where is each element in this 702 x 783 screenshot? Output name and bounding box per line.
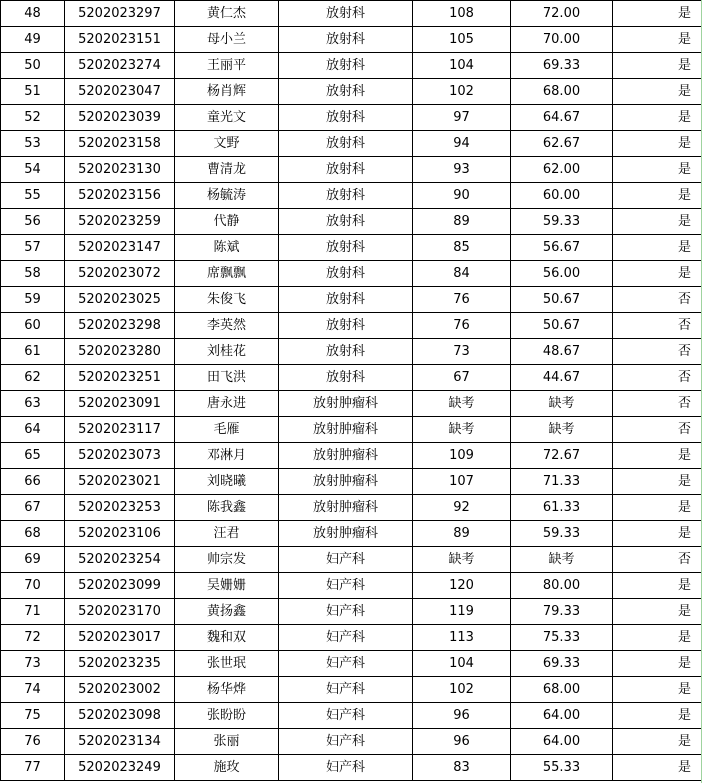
cell-department: 妇产科 bbox=[279, 599, 413, 625]
cell-written-score: 缺考 bbox=[413, 547, 511, 573]
cell-seq-no: 73 bbox=[1, 651, 65, 677]
cell-written-score: 102 bbox=[413, 677, 511, 703]
cell-converted-score: 70.00 bbox=[511, 27, 613, 53]
cell-exam-id: 5202023106 bbox=[65, 521, 175, 547]
cell-seq-no: 50 bbox=[1, 53, 65, 79]
cell-converted-score: 68.00 bbox=[511, 677, 613, 703]
cell-qualified: 否 bbox=[613, 313, 702, 339]
cell-converted-score: 69.33 bbox=[511, 53, 613, 79]
cell-name: 陈我鑫 bbox=[175, 495, 279, 521]
cell-written-score: 102 bbox=[413, 79, 511, 105]
cell-converted-score: 56.67 bbox=[511, 235, 613, 261]
cell-name: 邓淋月 bbox=[175, 443, 279, 469]
cell-seq-no: 66 bbox=[1, 469, 65, 495]
cell-exam-id: 5202023147 bbox=[65, 235, 175, 261]
cell-name: 母小兰 bbox=[175, 27, 279, 53]
cell-exam-id: 5202023130 bbox=[65, 157, 175, 183]
cell-converted-score: 55.33 bbox=[511, 755, 613, 781]
cell-department: 放射科 bbox=[279, 53, 413, 79]
table-row bbox=[1, 677, 702, 703]
cell-written-score: 105 bbox=[413, 27, 511, 53]
cell-exam-id: 5202023280 bbox=[65, 339, 175, 365]
cell-qualified: 是 bbox=[613, 599, 702, 625]
cell-converted-score: 缺考 bbox=[511, 547, 613, 573]
cell-seq-no: 57 bbox=[1, 235, 65, 261]
cell-converted-score: 60.00 bbox=[511, 183, 613, 209]
cell-seq-no: 58 bbox=[1, 261, 65, 287]
cell-exam-id: 5202023297 bbox=[65, 1, 175, 27]
cell-converted-score: 69.33 bbox=[511, 651, 613, 677]
table-row bbox=[1, 209, 702, 235]
cell-exam-id: 5202023274 bbox=[65, 53, 175, 79]
cell-seq-no: 68 bbox=[1, 521, 65, 547]
cell-name: 席飘飘 bbox=[175, 261, 279, 287]
cell-name: 张丽 bbox=[175, 729, 279, 755]
cell-seq-no: 67 bbox=[1, 495, 65, 521]
cell-department: 放射科 bbox=[279, 183, 413, 209]
cell-name: 毛雁 bbox=[175, 417, 279, 443]
table-row bbox=[1, 287, 702, 313]
cell-written-score: 缺考 bbox=[413, 391, 511, 417]
table-row bbox=[1, 651, 702, 677]
cell-qualified: 否 bbox=[613, 339, 702, 365]
cell-written-score: 83 bbox=[413, 755, 511, 781]
cell-seq-no: 59 bbox=[1, 287, 65, 313]
cell-converted-score: 48.67 bbox=[511, 339, 613, 365]
cell-converted-score: 缺考 bbox=[511, 417, 613, 443]
cell-qualified: 是 bbox=[613, 1, 702, 27]
cell-seq-no: 53 bbox=[1, 131, 65, 157]
cell-converted-score: 72.67 bbox=[511, 443, 613, 469]
table-row bbox=[1, 391, 702, 417]
cell-qualified: 是 bbox=[613, 677, 702, 703]
cell-written-score: 92 bbox=[413, 495, 511, 521]
cell-name: 唐永进 bbox=[175, 391, 279, 417]
cell-department: 放射肿瘤科 bbox=[279, 391, 413, 417]
cell-qualified: 否 bbox=[613, 365, 702, 391]
cell-qualified: 是 bbox=[613, 209, 702, 235]
cell-exam-id: 5202023254 bbox=[65, 547, 175, 573]
cell-department: 放射科 bbox=[279, 105, 413, 131]
cell-name: 杨华烨 bbox=[175, 677, 279, 703]
cell-name: 汪君 bbox=[175, 521, 279, 547]
table-row bbox=[1, 105, 702, 131]
cell-converted-score: 44.67 bbox=[511, 365, 613, 391]
cell-department: 妇产科 bbox=[279, 625, 413, 651]
cell-seq-no: 70 bbox=[1, 573, 65, 599]
cell-written-score: 94 bbox=[413, 131, 511, 157]
table-row bbox=[1, 157, 702, 183]
cell-name: 张世珉 bbox=[175, 651, 279, 677]
cell-exam-id: 5202023025 bbox=[65, 287, 175, 313]
cell-department: 放射肿瘤科 bbox=[279, 469, 413, 495]
cell-department: 放射科 bbox=[279, 261, 413, 287]
cell-written-score: 104 bbox=[413, 53, 511, 79]
cell-exam-id: 5202023251 bbox=[65, 365, 175, 391]
cell-department: 妇产科 bbox=[279, 573, 413, 599]
cell-exam-id: 5202023156 bbox=[65, 183, 175, 209]
cell-written-score: 67 bbox=[413, 365, 511, 391]
cell-qualified: 是 bbox=[613, 157, 702, 183]
cell-department: 妇产科 bbox=[279, 677, 413, 703]
cell-seq-no: 72 bbox=[1, 625, 65, 651]
cell-exam-id: 5202023151 bbox=[65, 27, 175, 53]
table-row bbox=[1, 27, 702, 53]
cell-written-score: 76 bbox=[413, 313, 511, 339]
table-row bbox=[1, 131, 702, 157]
cell-qualified: 否 bbox=[613, 547, 702, 573]
cell-seq-no: 55 bbox=[1, 183, 65, 209]
cell-written-score: 120 bbox=[413, 573, 511, 599]
cell-seq-no: 56 bbox=[1, 209, 65, 235]
cell-qualified: 是 bbox=[613, 105, 702, 131]
cell-seq-no: 71 bbox=[1, 599, 65, 625]
cell-converted-score: 64.67 bbox=[511, 105, 613, 131]
cell-department: 放射科 bbox=[279, 209, 413, 235]
cell-department: 妇产科 bbox=[279, 651, 413, 677]
cell-qualified: 是 bbox=[613, 625, 702, 651]
cell-written-score: 89 bbox=[413, 209, 511, 235]
cell-exam-id: 5202023017 bbox=[65, 625, 175, 651]
cell-name: 黄扬鑫 bbox=[175, 599, 279, 625]
cell-name: 施玫 bbox=[175, 755, 279, 781]
cell-exam-id: 5202023253 bbox=[65, 495, 175, 521]
cell-qualified: 是 bbox=[613, 469, 702, 495]
cell-exam-id: 5202023235 bbox=[65, 651, 175, 677]
cell-department: 放射科 bbox=[279, 235, 413, 261]
table-row bbox=[1, 53, 702, 79]
cell-exam-id: 5202023047 bbox=[65, 79, 175, 105]
cell-department: 妇产科 bbox=[279, 547, 413, 573]
cell-name: 魏和双 bbox=[175, 625, 279, 651]
cell-seq-no: 60 bbox=[1, 313, 65, 339]
cell-department: 放射科 bbox=[279, 131, 413, 157]
cell-name: 李英然 bbox=[175, 313, 279, 339]
cell-converted-score: 50.67 bbox=[511, 313, 613, 339]
table-row bbox=[1, 261, 702, 287]
cell-department: 放射肿瘤科 bbox=[279, 495, 413, 521]
cell-written-score: 108 bbox=[413, 1, 511, 27]
cell-qualified: 是 bbox=[613, 703, 702, 729]
table-row bbox=[1, 417, 702, 443]
cell-name: 王丽平 bbox=[175, 53, 279, 79]
cell-converted-score: 75.33 bbox=[511, 625, 613, 651]
table-row bbox=[1, 755, 702, 781]
cell-name: 杨毓涛 bbox=[175, 183, 279, 209]
cell-department: 放射科 bbox=[279, 157, 413, 183]
cell-exam-id: 5202023117 bbox=[65, 417, 175, 443]
cell-name: 刘桂花 bbox=[175, 339, 279, 365]
cell-qualified: 是 bbox=[613, 53, 702, 79]
cell-qualified: 是 bbox=[613, 729, 702, 755]
cell-exam-id: 5202023073 bbox=[65, 443, 175, 469]
table-row bbox=[1, 183, 702, 209]
cell-exam-id: 5202023091 bbox=[65, 391, 175, 417]
table-row bbox=[1, 703, 702, 729]
table-row bbox=[1, 573, 702, 599]
cell-converted-score: 61.33 bbox=[511, 495, 613, 521]
cell-written-score: 89 bbox=[413, 521, 511, 547]
cell-name: 田飞洪 bbox=[175, 365, 279, 391]
cell-department: 放射科 bbox=[279, 1, 413, 27]
cell-converted-score: 64.00 bbox=[511, 729, 613, 755]
cell-department: 放射科 bbox=[279, 313, 413, 339]
cell-written-score: 97 bbox=[413, 105, 511, 131]
cell-exam-id: 5202023098 bbox=[65, 703, 175, 729]
cell-qualified: 是 bbox=[613, 131, 702, 157]
cell-written-score: 84 bbox=[413, 261, 511, 287]
table-row bbox=[1, 729, 702, 755]
cell-department: 放射肿瘤科 bbox=[279, 417, 413, 443]
table-row bbox=[1, 339, 702, 365]
cell-department: 放射科 bbox=[279, 79, 413, 105]
cell-qualified: 是 bbox=[613, 79, 702, 105]
cell-seq-no: 63 bbox=[1, 391, 65, 417]
cell-department: 妇产科 bbox=[279, 729, 413, 755]
table-row bbox=[1, 1, 702, 27]
cell-converted-score: 62.67 bbox=[511, 131, 613, 157]
cell-seq-no: 69 bbox=[1, 547, 65, 573]
cell-name: 杨肖辉 bbox=[175, 79, 279, 105]
cell-converted-score: 59.33 bbox=[511, 209, 613, 235]
cell-qualified: 是 bbox=[613, 235, 702, 261]
table-row bbox=[1, 443, 702, 469]
cell-qualified: 否 bbox=[613, 287, 702, 313]
cell-department: 放射科 bbox=[279, 27, 413, 53]
cell-department: 放射肿瘤科 bbox=[279, 443, 413, 469]
cell-converted-score: 56.00 bbox=[511, 261, 613, 287]
cell-converted-score: 72.00 bbox=[511, 1, 613, 27]
cell-qualified: 是 bbox=[613, 27, 702, 53]
cell-converted-score: 80.00 bbox=[511, 573, 613, 599]
cell-qualified: 是 bbox=[613, 261, 702, 287]
cell-written-score: 104 bbox=[413, 651, 511, 677]
cell-seq-no: 77 bbox=[1, 755, 65, 781]
cell-written-score: 119 bbox=[413, 599, 511, 625]
cell-department: 妇产科 bbox=[279, 703, 413, 729]
cell-seq-no: 61 bbox=[1, 339, 65, 365]
cell-name: 张盼盼 bbox=[175, 703, 279, 729]
cell-name: 朱俊飞 bbox=[175, 287, 279, 313]
cell-converted-score: 64.00 bbox=[511, 703, 613, 729]
cell-seq-no: 62 bbox=[1, 365, 65, 391]
cell-department: 放射肿瘤科 bbox=[279, 521, 413, 547]
cell-converted-score: 59.33 bbox=[511, 521, 613, 547]
cell-written-score: 96 bbox=[413, 729, 511, 755]
cell-converted-score: 50.67 bbox=[511, 287, 613, 313]
cell-name: 帅宗发 bbox=[175, 547, 279, 573]
cell-converted-score: 62.00 bbox=[511, 157, 613, 183]
cell-written-score: 缺考 bbox=[413, 417, 511, 443]
cell-name: 曹清龙 bbox=[175, 157, 279, 183]
cell-department: 妇产科 bbox=[279, 755, 413, 781]
cell-seq-no: 65 bbox=[1, 443, 65, 469]
cell-exam-id: 5202023249 bbox=[65, 755, 175, 781]
cell-written-score: 96 bbox=[413, 703, 511, 729]
cell-seq-no: 48 bbox=[1, 1, 65, 27]
cell-qualified: 否 bbox=[613, 417, 702, 443]
cell-seq-no: 75 bbox=[1, 703, 65, 729]
table-row bbox=[1, 79, 702, 105]
cell-seq-no: 49 bbox=[1, 27, 65, 53]
cell-written-score: 107 bbox=[413, 469, 511, 495]
cell-seq-no: 64 bbox=[1, 417, 65, 443]
cell-written-score: 73 bbox=[413, 339, 511, 365]
table-row bbox=[1, 625, 702, 651]
cell-exam-id: 5202023158 bbox=[65, 131, 175, 157]
cell-qualified: 是 bbox=[613, 183, 702, 209]
table-row bbox=[1, 313, 702, 339]
cell-seq-no: 76 bbox=[1, 729, 65, 755]
cell-qualified: 是 bbox=[613, 651, 702, 677]
cell-written-score: 76 bbox=[413, 287, 511, 313]
cell-qualified: 是 bbox=[613, 495, 702, 521]
cell-written-score: 109 bbox=[413, 443, 511, 469]
cell-written-score: 85 bbox=[413, 235, 511, 261]
cell-name: 黄仁杰 bbox=[175, 1, 279, 27]
cell-exam-id: 5202023099 bbox=[65, 573, 175, 599]
cell-exam-id: 5202023259 bbox=[65, 209, 175, 235]
cell-name: 代静 bbox=[175, 209, 279, 235]
cell-qualified: 是 bbox=[613, 443, 702, 469]
table-row bbox=[1, 521, 702, 547]
cell-name: 吴姗姗 bbox=[175, 573, 279, 599]
cell-qualified: 否 bbox=[613, 391, 702, 417]
cell-qualified: 是 bbox=[613, 755, 702, 781]
cell-seq-no: 74 bbox=[1, 677, 65, 703]
table-row bbox=[1, 547, 702, 573]
cell-exam-id: 5202023298 bbox=[65, 313, 175, 339]
cell-exam-id: 5202023170 bbox=[65, 599, 175, 625]
cell-exam-id: 5202023134 bbox=[65, 729, 175, 755]
cell-written-score: 113 bbox=[413, 625, 511, 651]
cell-written-score: 90 bbox=[413, 183, 511, 209]
table-row bbox=[1, 599, 702, 625]
cell-exam-id: 5202023039 bbox=[65, 105, 175, 131]
cell-department: 放射科 bbox=[279, 339, 413, 365]
cell-converted-score: 79.33 bbox=[511, 599, 613, 625]
cell-qualified: 是 bbox=[613, 521, 702, 547]
cell-department: 放射科 bbox=[279, 287, 413, 313]
cell-seq-no: 54 bbox=[1, 157, 65, 183]
cell-qualified: 是 bbox=[613, 573, 702, 599]
cell-name: 刘晓曦 bbox=[175, 469, 279, 495]
cell-name: 童光文 bbox=[175, 105, 279, 131]
cell-exam-id: 5202023072 bbox=[65, 261, 175, 287]
cell-exam-id: 5202023021 bbox=[65, 469, 175, 495]
table-row bbox=[1, 235, 702, 261]
table-row bbox=[1, 365, 702, 391]
cell-converted-score: 71.33 bbox=[511, 469, 613, 495]
table-row bbox=[1, 495, 702, 521]
cell-written-score: 93 bbox=[413, 157, 511, 183]
cell-name: 文野 bbox=[175, 131, 279, 157]
results-table-body bbox=[1, 1, 702, 781]
cell-exam-id: 5202023002 bbox=[65, 677, 175, 703]
cell-converted-score: 68.00 bbox=[511, 79, 613, 105]
cell-converted-score: 缺考 bbox=[511, 391, 613, 417]
cell-seq-no: 51 bbox=[1, 79, 65, 105]
cell-department: 放射科 bbox=[279, 365, 413, 391]
cell-name: 陈斌 bbox=[175, 235, 279, 261]
table-row bbox=[1, 469, 702, 495]
cell-seq-no: 52 bbox=[1, 105, 65, 131]
